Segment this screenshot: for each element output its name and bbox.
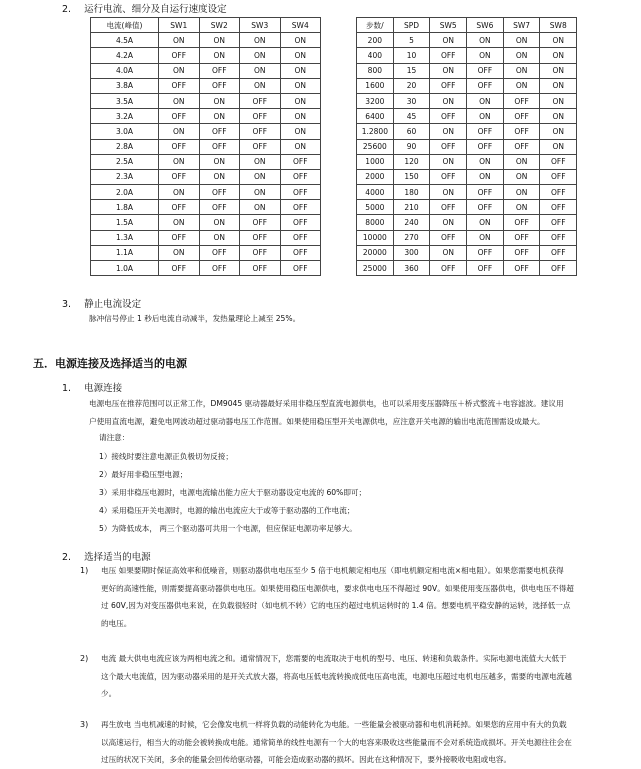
- item-1-number: 1): [80, 566, 89, 575]
- speed-table-cell: ON: [503, 185, 540, 200]
- current-table-cell: OFF: [199, 200, 240, 215]
- current-table-row: [91, 215, 321, 230]
- speed-table-row: [357, 185, 577, 200]
- speed-table-cell: OFF: [467, 124, 504, 139]
- item-2-number: 2): [80, 654, 89, 663]
- note-item: 1）接线时要注意电源正负极切勿反接；: [99, 452, 233, 461]
- current-table-cell: ON: [159, 63, 200, 78]
- current-table-row: [91, 48, 321, 63]
- current-table-cell: ON: [280, 139, 321, 154]
- current-table-cell: OFF: [280, 245, 321, 260]
- speed-table-cell: OFF: [540, 154, 577, 169]
- current-table-row: [91, 185, 321, 200]
- current-table-cell: 1.5A: [91, 215, 159, 230]
- speed-table-cell: 20000: [357, 245, 394, 260]
- speed-table-cell: 5000: [357, 200, 394, 215]
- speed-table-cell: OFF: [540, 230, 577, 245]
- speed-table-cell: ON: [430, 124, 467, 139]
- current-table-cell: 3.5A: [91, 93, 159, 108]
- speed-table-cell: 120: [393, 154, 430, 169]
- subsection-1-heading: [62, 380, 122, 394]
- notes-list: [99, 448, 366, 538]
- speed-table-row: [357, 215, 577, 230]
- current-table: [90, 17, 321, 276]
- speed-table-cell: 360: [393, 261, 430, 276]
- speed-table-cell: OFF: [430, 78, 467, 93]
- current-table-cell: 3.2A: [91, 109, 159, 124]
- current-table-cell: OFF: [280, 215, 321, 230]
- current-table-cell: OFF: [240, 139, 281, 154]
- current-table-row: [91, 33, 321, 48]
- current-table-cell: OFF: [280, 230, 321, 245]
- speed-table-cell: OFF: [503, 215, 540, 230]
- current-table-row: [91, 154, 321, 169]
- speed-table-cell: 180: [393, 185, 430, 200]
- current-table-row: [91, 124, 321, 139]
- speed-table-cell: ON: [503, 33, 540, 48]
- current-table-cell: OFF: [280, 185, 321, 200]
- current-table-cell: ON: [280, 48, 321, 63]
- current-table-cell: 1.0A: [91, 261, 159, 276]
- speed-table-cell: ON: [430, 33, 467, 48]
- speed-table-cell: ON: [430, 185, 467, 200]
- current-table-cell: OFF: [159, 48, 200, 63]
- current-table-cell: 1.3A: [91, 230, 159, 245]
- subsection-1-paragraph: [89, 395, 564, 430]
- current-table-row: [91, 93, 321, 108]
- speed-table-cell: 4000: [357, 185, 394, 200]
- paragraph-line: 过 60V,因为对变压器供电来说，在负载很轻时（如电机不转）它的电压约超过电机运转时的 1.4 倍。想要电机平稳安静的运转，选择低一点: [101, 601, 571, 610]
- speed-table-cell: OFF: [467, 139, 504, 154]
- speed-table-cell: 210: [393, 200, 430, 215]
- speed-table-cell: OFF: [430, 230, 467, 245]
- current-table-cell: ON: [280, 78, 321, 93]
- paragraph-line: 这个最大电流值，因为驱动器采用的是开关式放大器，将高电压低电流转换成低电压高电流，电源电压超过电机电压越多，需要的电源电流越: [101, 671, 572, 681]
- speed-table-cell: 3200: [357, 93, 394, 108]
- speed-table-cell: ON: [467, 230, 504, 245]
- current-table-row: [91, 200, 321, 215]
- speed-table-row: [357, 93, 577, 108]
- current-table-cell: ON: [240, 63, 281, 78]
- note-label: 请注意：: [99, 433, 130, 442]
- speed-table-cell: OFF: [503, 93, 540, 108]
- current-table-cell: OFF: [159, 169, 200, 184]
- speed-table-cell: OFF: [503, 230, 540, 245]
- item-3-paragraph: [101, 716, 572, 769]
- current-table-cell: ON: [240, 169, 281, 184]
- note-item: 2）最好用非稳压型电源；: [99, 470, 188, 479]
- paragraph-line: 的电压。: [101, 618, 132, 628]
- speed-table: [356, 17, 577, 276]
- current-table-cell: ON: [240, 200, 281, 215]
- current-table-cell: OFF: [199, 63, 240, 78]
- subsection-2-number: 2.: [62, 552, 72, 563]
- speed-table-cell: ON: [430, 245, 467, 260]
- current-table-cell: OFF: [280, 261, 321, 276]
- current-table-row: [91, 230, 321, 245]
- current-header-cell: SW4: [280, 18, 321, 33]
- speed-table-cell: OFF: [540, 215, 577, 230]
- speed-table-row: [357, 48, 577, 63]
- paragraph-line: 更好的高速性能，则需要提高驱动器供电电压。如果使用稳压电源供电，要求供电电压不得超过 90V。如果使用变压器供电，供电电压不得超: [101, 583, 574, 593]
- current-table-cell: 2.8A: [91, 139, 159, 154]
- current-table-cell: ON: [280, 124, 321, 139]
- current-table-cell: 2.3A: [91, 169, 159, 184]
- speed-table-cell: ON: [540, 139, 577, 154]
- speed-table-cell: 1.2800: [357, 124, 394, 139]
- speed-table-cell: 10000: [357, 230, 394, 245]
- speed-header-row: [357, 18, 577, 33]
- current-table-cell: ON: [280, 109, 321, 124]
- speed-table-cell: 2000: [357, 169, 394, 184]
- speed-table-cell: ON: [540, 33, 577, 48]
- speed-table-cell: ON: [430, 93, 467, 108]
- speed-table-cell: OFF: [467, 261, 504, 276]
- speed-table-cell: 30: [393, 93, 430, 108]
- subsection-2-title: 选择适当的电源: [84, 552, 151, 563]
- speed-table-cell: ON: [503, 48, 540, 63]
- speed-table-cell: 800: [357, 63, 394, 78]
- speed-table-cell: ON: [467, 169, 504, 184]
- current-table-cell: 2.0A: [91, 185, 159, 200]
- speed-table-row: [357, 33, 577, 48]
- speed-table-cell: OFF: [503, 109, 540, 124]
- current-header-row: [91, 18, 321, 33]
- item-3-number: 3): [80, 720, 89, 729]
- current-table-cell: 1.1A: [91, 245, 159, 260]
- speed-table-row: [357, 124, 577, 139]
- subsection-2-heading: [62, 549, 151, 563]
- current-table-cell: ON: [199, 109, 240, 124]
- speed-table-cell: 270: [393, 230, 430, 245]
- current-header-cell: SW3: [240, 18, 281, 33]
- section-3-number: 3.: [62, 299, 72, 310]
- speed-table-row: [357, 230, 577, 245]
- current-table-cell: OFF: [199, 78, 240, 93]
- current-table-cell: OFF: [159, 78, 200, 93]
- current-table-cell: OFF: [199, 124, 240, 139]
- speed-table-cell: ON: [540, 109, 577, 124]
- current-table-cell: ON: [240, 154, 281, 169]
- speed-table-cell: ON: [540, 124, 577, 139]
- speed-table-cell: 1000: [357, 154, 394, 169]
- speed-table-cell: ON: [467, 33, 504, 48]
- current-table-cell: OFF: [240, 109, 281, 124]
- speed-table-cell: 6400: [357, 109, 394, 124]
- speed-table-cell: ON: [503, 154, 540, 169]
- speed-table-cell: OFF: [467, 245, 504, 260]
- current-table-row: [91, 109, 321, 124]
- section-3-body: 脉冲信号停止 1 秒后电流自动减半，发热量理论上减至 25%。: [89, 314, 301, 323]
- speed-table-row: [357, 169, 577, 184]
- current-table-cell: ON: [199, 33, 240, 48]
- speed-table-cell: ON: [430, 63, 467, 78]
- speed-table-cell: ON: [430, 154, 467, 169]
- current-table-cell: OFF: [240, 230, 281, 245]
- speed-table-cell: ON: [467, 154, 504, 169]
- speed-table-cell: OFF: [430, 169, 467, 184]
- current-header-cell: SW2: [199, 18, 240, 33]
- speed-table-cell: 15: [393, 63, 430, 78]
- subsection-1-number: 1.: [62, 383, 72, 394]
- speed-header-cell: SW7: [503, 18, 540, 33]
- speed-table-cell: OFF: [467, 185, 504, 200]
- speed-table-cell: 5: [393, 33, 430, 48]
- speed-header-cell: SPD: [393, 18, 430, 33]
- speed-header-cell: SW6: [467, 18, 504, 33]
- current-table-cell: ON: [199, 48, 240, 63]
- item-1-paragraph: [101, 562, 574, 632]
- speed-table-cell: ON: [430, 215, 467, 230]
- speed-table-row: [357, 109, 577, 124]
- current-table-cell: OFF: [199, 139, 240, 154]
- current-table-cell: 1.8A: [91, 200, 159, 215]
- speed-table-cell: 45: [393, 109, 430, 124]
- section-3-heading: [62, 296, 141, 310]
- speed-header-cell: SW8: [540, 18, 577, 33]
- current-table-row: [91, 169, 321, 184]
- speed-table-cell: 150: [393, 169, 430, 184]
- item-2-paragraph: [101, 650, 572, 703]
- current-table-cell: ON: [159, 124, 200, 139]
- note-item: 4）采用稳压开关电源时，电源的输出电流应大于或等于驱动器的工作电流；: [99, 506, 355, 515]
- current-table-cell: OFF: [240, 245, 281, 260]
- speed-table-cell: ON: [467, 215, 504, 230]
- current-table-cell: OFF: [240, 261, 281, 276]
- current-table-cell: ON: [199, 154, 240, 169]
- speed-table-cell: ON: [467, 109, 504, 124]
- speed-table-cell: ON: [503, 200, 540, 215]
- current-table-cell: OFF: [240, 93, 281, 108]
- speed-table-cell: OFF: [467, 63, 504, 78]
- speed-table-cell: OFF: [540, 169, 577, 184]
- speed-table-cell: OFF: [430, 200, 467, 215]
- current-table-cell: ON: [159, 154, 200, 169]
- speed-table-cell: 1600: [357, 78, 394, 93]
- speed-table-row: [357, 78, 577, 93]
- speed-table-cell: ON: [540, 48, 577, 63]
- current-table-cell: OFF: [280, 154, 321, 169]
- current-table-cell: ON: [240, 33, 281, 48]
- current-table-cell: OFF: [159, 230, 200, 245]
- current-table-cell: ON: [159, 93, 200, 108]
- speed-table-cell: OFF: [430, 261, 467, 276]
- current-table-cell: ON: [280, 33, 321, 48]
- section-2-title: 运行电流、细分及自运行速度设定: [84, 4, 227, 15]
- current-table-cell: OFF: [240, 124, 281, 139]
- current-table-cell: OFF: [199, 261, 240, 276]
- paragraph-line: 过压的状况下关闭，多余的能量会回传给驱动器，可能会造成驱动器的损坏。因此在这种情况下，要外接吸收电阻或电容。: [101, 755, 512, 764]
- speed-table-cell: OFF: [503, 261, 540, 276]
- speed-header-cell: 步数/: [357, 18, 394, 33]
- current-table-cell: OFF: [240, 215, 281, 230]
- current-table-cell: 4.5A: [91, 33, 159, 48]
- section-3-title: 静止电流设定: [84, 299, 142, 310]
- current-table-cell: ON: [159, 245, 200, 260]
- speed-table-cell: OFF: [540, 261, 577, 276]
- speed-table-cell: 240: [393, 215, 430, 230]
- paragraph-line: 电压 如果要期时保证高效率和低噪音，则驱动器供电电压至少 5 倍于电机额定相电压（即电机额定相电流×相电阻）。如果您需要电机获得: [101, 566, 564, 575]
- current-table-row: [91, 261, 321, 276]
- current-table-cell: 4.2A: [91, 48, 159, 63]
- speed-table-row: [357, 261, 577, 276]
- speed-table-cell: ON: [540, 78, 577, 93]
- paragraph-line: 再生放电 当电机减速的时候，它会像发电机一样将负载的动能转化为电能。一些能量会被驱动器和电机消耗掉。如果您的应用中有大的负载: [101, 720, 567, 729]
- speed-table-cell: 8000: [357, 215, 394, 230]
- paragraph-line: 以高速运行，相当大的动能会被转换成电能。通常简单的线性电源有一个大的电容来吸收这些能量而不会对系统造成损坏。开关电源往往会在: [101, 737, 572, 747]
- current-table-row: [91, 63, 321, 78]
- section-2-heading: [62, 1, 227, 15]
- speed-table-cell: OFF: [467, 200, 504, 215]
- paragraph-line: 电流 最大供电电流应该为两相电流之和。通常情况下，您需要的电流取决于电机的型号、电压、转速和负载条件。实际电源电流值大大低于: [101, 654, 567, 663]
- speed-table-cell: 60: [393, 124, 430, 139]
- current-table-cell: ON: [280, 93, 321, 108]
- speed-table-cell: ON: [540, 93, 577, 108]
- current-table-cell: 2.5A: [91, 154, 159, 169]
- current-table-cell: ON: [159, 215, 200, 230]
- current-table-cell: OFF: [280, 169, 321, 184]
- current-table-row: [91, 139, 321, 154]
- current-table-cell: ON: [240, 48, 281, 63]
- speed-table-cell: ON: [467, 93, 504, 108]
- current-table-cell: OFF: [159, 261, 200, 276]
- paragraph-line: 电源电压在推荐范围可以正常工作，DM9045 驱动器最好采用非稳压型直流电源供电，也可以采用变压器降压＋桥式整流＋电容滤波。建议用: [89, 399, 564, 408]
- speed-table-cell: ON: [503, 63, 540, 78]
- speed-table-row: [357, 154, 577, 169]
- speed-table-cell: OFF: [467, 78, 504, 93]
- speed-table-cell: OFF: [430, 139, 467, 154]
- current-table-cell: ON: [280, 63, 321, 78]
- speed-table-cell: 25000: [357, 261, 394, 276]
- current-table-cell: ON: [159, 185, 200, 200]
- current-header-cell: 电流(峰值): [91, 18, 159, 33]
- speed-table-cell: OFF: [540, 245, 577, 260]
- speed-table-cell: 300: [393, 245, 430, 260]
- current-table-cell: 3.0A: [91, 124, 159, 139]
- speed-table-cell: OFF: [540, 200, 577, 215]
- current-header-cell: SW1: [159, 18, 200, 33]
- current-table-cell: OFF: [199, 185, 240, 200]
- note-item: 3）采用非稳压电源时，电源电流输出能力应大于驱动器设定电流的 60%即可；: [99, 488, 367, 497]
- paragraph-line: 少。: [101, 689, 117, 698]
- speed-table-cell: OFF: [503, 139, 540, 154]
- speed-table-cell: 20: [393, 78, 430, 93]
- current-table-row: [91, 78, 321, 93]
- current-table-cell: 4.0A: [91, 63, 159, 78]
- speed-table-cell: ON: [503, 78, 540, 93]
- speed-table-cell: 10: [393, 48, 430, 63]
- subsection-1-title: 电源连接: [84, 383, 123, 394]
- current-table-cell: OFF: [159, 139, 200, 154]
- current-table-cell: OFF: [159, 200, 200, 215]
- current-table-cell: ON: [240, 78, 281, 93]
- speed-table-row: [357, 200, 577, 215]
- speed-table-cell: OFF: [540, 185, 577, 200]
- speed-table-row: [357, 245, 577, 260]
- speed-table-cell: OFF: [430, 109, 467, 124]
- speed-table-cell: ON: [540, 63, 577, 78]
- current-table-cell: ON: [240, 185, 281, 200]
- speed-header-cell: SW5: [430, 18, 467, 33]
- speed-table-cell: OFF: [430, 48, 467, 63]
- current-table-cell: OFF: [159, 109, 200, 124]
- speed-table-cell: OFF: [503, 124, 540, 139]
- speed-table-cell: 200: [357, 33, 394, 48]
- speed-table-cell: OFF: [503, 245, 540, 260]
- current-table-cell: ON: [159, 33, 200, 48]
- paragraph-line: 户使用直流电源，避免电网波动超过驱动器电压工作范围。如果使用稳压型开关电源供电，应注意开关电源的输出电流范围需设成最大。: [89, 416, 545, 426]
- section-2-number: 2.: [62, 4, 72, 15]
- current-table-cell: OFF: [280, 200, 321, 215]
- current-table-cell: ON: [199, 215, 240, 230]
- speed-table-row: [357, 63, 577, 78]
- current-table-cell: OFF: [199, 245, 240, 260]
- speed-table-cell: 90: [393, 139, 430, 154]
- current-table-row: [91, 245, 321, 260]
- speed-table-cell: ON: [503, 169, 540, 184]
- speed-table-row: [357, 139, 577, 154]
- speed-table-cell: ON: [467, 48, 504, 63]
- section-5-title: 五．电源连接及选择适当的电源: [33, 357, 187, 370]
- current-table-cell: ON: [199, 169, 240, 184]
- speed-table-cell: 400: [357, 48, 394, 63]
- note-item: 5）为降低成本， 两三个驱动器可共用一个电源，但应保证电源功率足够大。: [99, 524, 357, 533]
- speed-table-cell: 25600: [357, 139, 394, 154]
- current-table-cell: ON: [199, 93, 240, 108]
- current-table-cell: ON: [199, 230, 240, 245]
- current-table-cell: 3.8A: [91, 78, 159, 93]
